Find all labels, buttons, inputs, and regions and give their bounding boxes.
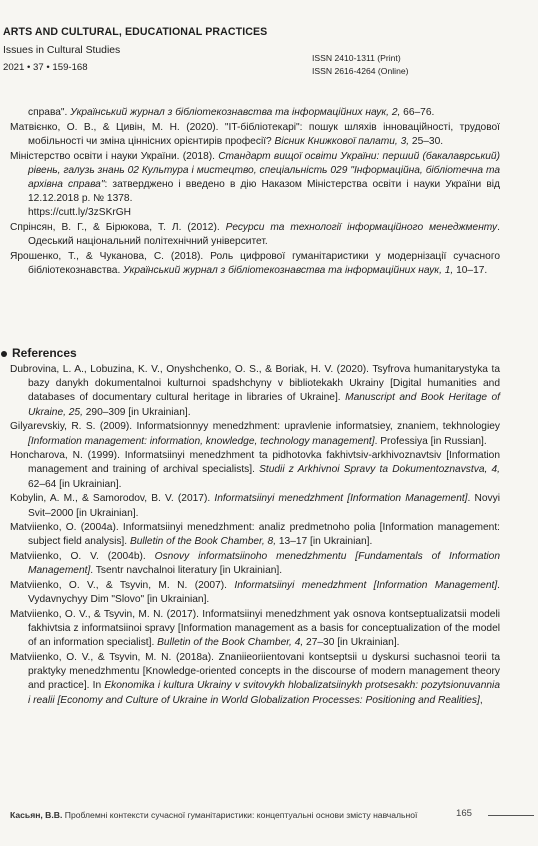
reference-entry: Міністерство освіти і науки України. (2018). Стандарт вищої освіти України: перший (бакалаврський) рівень, галузь знань 02 Культура і мистецтво, спеціальність 029 "Інформаційна, бібліотечна та архівна справа": затверджено і введено в дію Наказом Міністерства освіти і науки України від 12.12.2018 р. № 1378. https://cutt.ly/3zSKrGH xyxy=(10,150,500,221)
reference-entry: Kobylin, A. M., & Samorodov, B. V. (2017). Informatsiinyi menedzhment [Information Management]. Novyi Svit–2000 [in Ukrainian]. xyxy=(10,493,501,519)
reference-entry: Matviienko, O. V., & Tsyvin, M. N. (2007). Informatsiinyi menedzhment [Information Management]. Vydavnychyy Dim "Slovo" [in Ukrainian]. xyxy=(10,580,500,606)
reference-entry: Matviienko, O. V., & Tsyvin, M. N. (2018a). Znaniieoriientovani kontseptsii u dyskursi suchasnoi teorii ta praktyky menedzhmentu [Knowledge-oriented concepts in the discourse of modern management theory and practice]. In Ekonomika i kultura Ukrainy v svitovykh hlobalizatsiinykh protsesakh: pozytsionuvannia i realii [Economy and Culture of Ukraine in World Globalization Processes: Positioning and Realities], xyxy=(10,652,500,706)
bullet-icon xyxy=(1,351,7,357)
journal-title: ARTS AND CULTURAL, EDUCATIONAL PRACTICES xyxy=(3,26,268,38)
reference-entry: Matviienko, O. (2004a). Informatsiinyi menedzhment: analiz predmetnoho polia [Information management: subject field analysis]. Bulletin of the Book Chamber, 8, 13–17 [in Ukrainian]. xyxy=(10,522,500,548)
reference-entry: справа". Український журнал з бібліотекознавства та інформаційних наук, 2, 66–76. xyxy=(28,107,435,118)
reference-entry: Gilyarevskiy, R. S. (2009). Informatsionnyy menedzhment: upravlenie informatsiey, znaniem, tekhnologiey [Information management: information, knowledge, technology management]. Professiya [in Russian]. xyxy=(10,421,500,447)
running-footer xyxy=(10,810,417,820)
footer-author: Касьян, В.В. xyxy=(10,810,63,820)
references-heading xyxy=(3,346,203,362)
reference-entry: Ярошенко, Т., & Чуканова, С. (2018). Роль цифрової гуманітаристики у модернізації сучасного бібліотекознавства. Український журнал з бібліотекознавства та інформаційних наук, 1, 10–17. xyxy=(10,251,500,277)
footer-title: Проблемні контексти сучасної гуманітаристики: концептуальні основи змісту навчальної xyxy=(62,810,418,820)
page-header xyxy=(0,0,538,80)
page-number: 165 xyxy=(456,808,473,819)
journal-subtitle: Issues in Cultural Studies xyxy=(3,45,121,56)
reference-list-ukrainian xyxy=(10,106,500,279)
footer-divider xyxy=(488,815,534,816)
issn-online: ISSN 2616-4264 (Online) xyxy=(312,66,409,76)
section-title: References xyxy=(12,346,77,360)
reference-entry: Matviienko, O. V., & Tsyvin, M. N. (2017). Informatsiinyi menedzhment yak osnova kontseptualizatsii modeli fakhivtsia z informatsiinoi spravy [Information management as a basis for conceptualization of the model of an information specialist]. Bulletin of the Book Chamber, 4, 27–30 [in Ukrainian]. xyxy=(10,608,500,649)
page-footer xyxy=(0,806,538,830)
reference-entry: Спрінсян, В. Г., & Бірюкова, Т. Л. (2012). Ресурси та технології інформаційного менеджменту. Одеський національний політехнічний університет. xyxy=(10,222,500,248)
reference-url[interactable]: https://cutt.ly/3zSKrGH xyxy=(28,207,132,219)
reference-entry: Honcharova, N. (1999). Informatsiinyi menedzhment ta pidhotovka fakhivtsiv-arkhivoznavtsiv [Information management and training of archival specialists]. Studii z Arkhivnoi Spravy ta Dokumentoznavstva, 4, 62–64 [in Ukrainian]. xyxy=(10,450,500,490)
reference-entry: Dubrovina, L. A., Lobuzina, K. V., Onyshchenko, O. S., & Boriak, H. V. (2020). Tsyfrova humanitarystyka ta bazy danykh dokumentalnoi kulturnoi spadshchyny v bibliotekakh Ukrainy [Digital humanities and databases of documentary cultural heritage in libraries of Ukraine]. Manuscript and Book Heritage of Ukraine, 25, 290–309 [in Ukrainian]. xyxy=(10,364,500,418)
reference-entry: Матвієнко, О. В., & Цивін, М. Н. (2020). "IT-бібліотекарі": пошук шляхів інноваційності, трудової мобільності чи зміна ціннісних орієнтирів професії? Вісник Книжкової палати, 3, 25–30. xyxy=(10,121,500,147)
reference-list-transliterated xyxy=(10,363,500,708)
journal-issue-meta: 2021 • 37 • 159-168 xyxy=(3,62,88,73)
issn-print: ISSN 2410-1311 (Print) xyxy=(312,53,401,63)
reference-entry: Matviienko, O. V. (2004b). Osnovy informatsiinoho menedzhmentu [Fundamentals of Information Management]. Tsentr navchalnoi literatury [in Ukrainian]. xyxy=(10,551,501,577)
